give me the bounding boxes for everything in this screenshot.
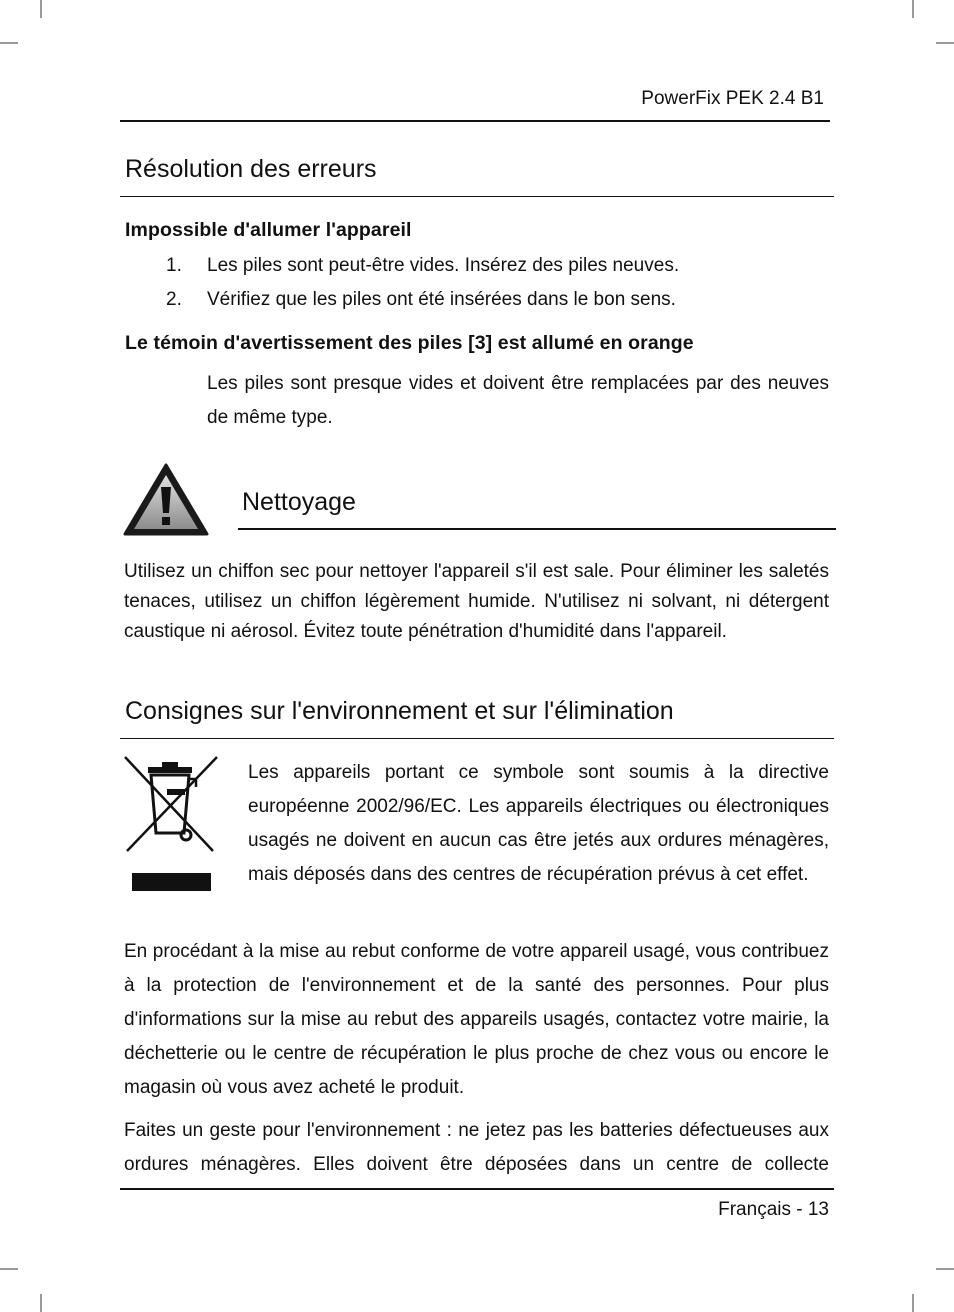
header-rule bbox=[120, 120, 830, 122]
crop-mark bbox=[40, 0, 42, 18]
crop-mark bbox=[912, 0, 914, 18]
issue1-heading: Impossible d'allumer l'appareil bbox=[125, 219, 412, 241]
section-rule bbox=[120, 738, 834, 739]
warning-triangle-icon bbox=[123, 463, 209, 537]
issue2-text: Les piles sont presque vides et doivent être remplacées par des neuves de même type. bbox=[207, 373, 829, 428]
environment-text-1: Les appareils portant ce symbole sont soumis à la directive européenne 2002/96/EC. Les appareils électriques ou électroniques usagés ne doivent en aucun cas être jetés aux ordures ménagères, mais déposés dans des centres de récupération prévus à cet effet. bbox=[248, 762, 829, 885]
crop-mark bbox=[936, 1268, 954, 1270]
list-number: 2. bbox=[166, 289, 182, 310]
section-rule bbox=[120, 196, 834, 197]
list-number: 1. bbox=[166, 255, 182, 276]
list-text: Vérifiez que les piles ont été insérées dans le bon sens. bbox=[207, 289, 676, 310]
crop-mark bbox=[936, 42, 954, 44]
environment-title: Consignes sur l'environnement et sur l'élimination bbox=[125, 697, 674, 725]
section-rule bbox=[238, 528, 836, 530]
crop-mark bbox=[40, 1294, 42, 1312]
cleaning-text: Utilisez un chiffon sec pour nettoyer l'appareil s'il est sale. Pour éliminer les saletés tenaces, utilisez un chiffon légèrement humide. N'utilisez ni solvant, ni détergent caustique ni aérosol. Évitez toute pénétration d'humidité dans l'appareil. bbox=[124, 561, 829, 642]
crop-mark bbox=[0, 1268, 18, 1270]
troubleshooting-title: Résolution des erreurs bbox=[125, 155, 377, 183]
crop-mark bbox=[912, 1294, 914, 1312]
crop-mark bbox=[0, 42, 18, 44]
footer-rule bbox=[120, 1188, 834, 1190]
issue2-heading: Le témoin d'avertissement des piles [3] est allumé en orange bbox=[125, 332, 694, 354]
crossed-bin-icon bbox=[122, 755, 220, 893]
environment-text-3: Faites un geste pour l'environnement : ne jetez pas les batteries défectueuses aux ordures ménagères. Elles doivent être déposées dans un centre de collecte bbox=[124, 1120, 829, 1175]
page-header: PowerFix PEK 2.4 B1 bbox=[641, 88, 824, 109]
cleaning-title: Nettoyage bbox=[242, 488, 356, 516]
list-text: Les piles sont peut-être vides. Insérez des piles neuves. bbox=[207, 255, 680, 276]
page-footer: Français - 13 bbox=[718, 1199, 829, 1220]
environment-text-2: En procédant à la mise au rebut conforme de votre appareil usagé, vous contribuez à la protection de l'environnement et de la santé des personnes. Pour plus d'informations sur la mise au rebut des appareils usagés, contactez votre mairie, la déchetterie ou le centre de récupération le plus proche de chez vous ou encore le magasin où vous avez acheté le produit. bbox=[124, 941, 829, 1098]
